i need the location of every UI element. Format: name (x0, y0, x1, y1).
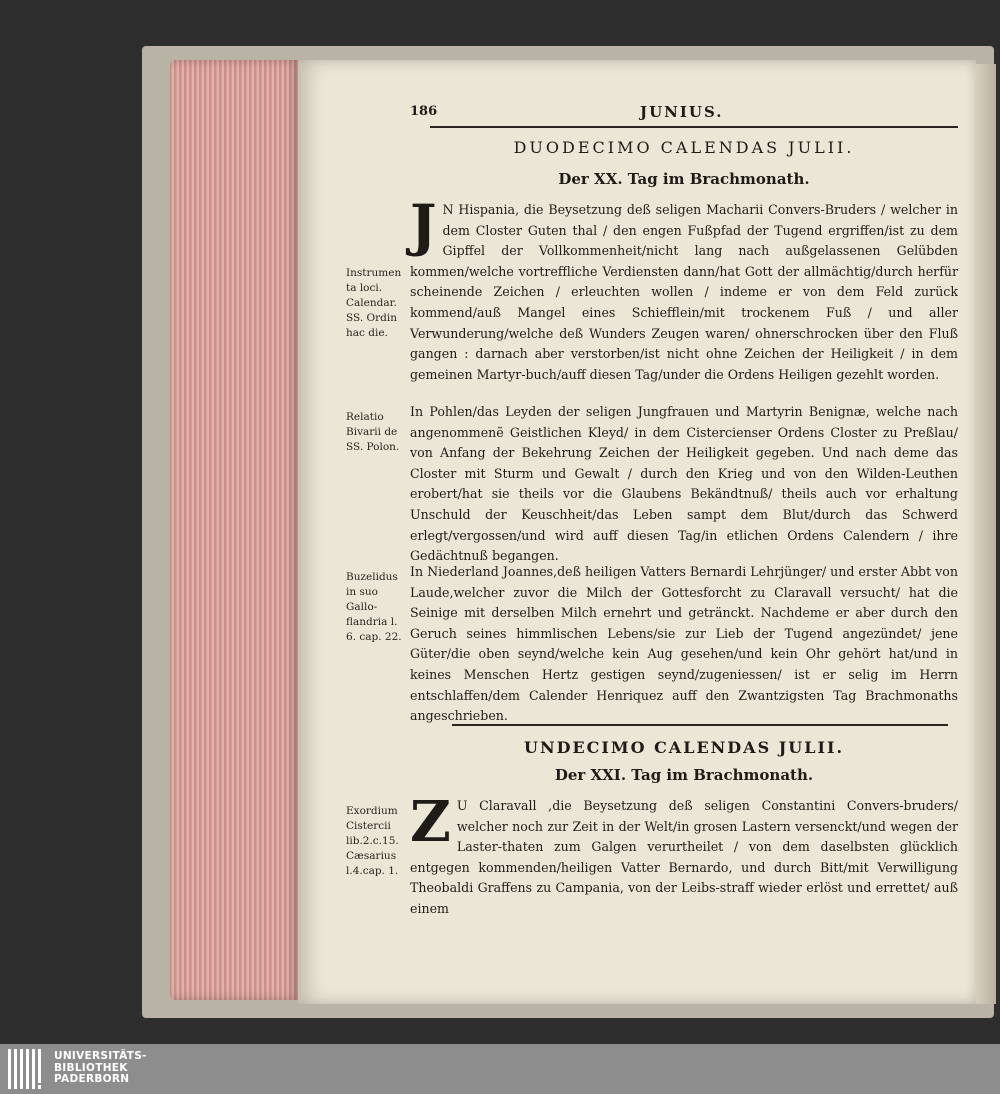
library-name-line: PADERBORN (54, 1073, 130, 1085)
paragraph (410, 402, 958, 567)
entry-heading: UNDECIMO CALENDAS JULII. (523, 738, 845, 757)
paragraph-text: N Hispania, die Beysetzung deß seligen Macharii Convers-Bruders / welcher in dem Closter Guten thal / den engen Fußpfad der Tugend ergriffen/ist zu dem Gipffel der Vollkommenheit/nicht lang nach außgelassenen Gelübden kommen/welche vortreffliche Verdiensten dann/hat Gott der allmächtig/durch herfür scheinende Zeichen / erleuchten wollen / indeme er von dem Feld zurück kommend/auß Mangel eines Schiefflein/mit trockenem Fuß / und aller Verwunderung/welche deß Wunders Zeugen waren/ ohnerschrocken über den Fluß gangen : darnach aber verstorben/ist nicht ohne Zeichen der Heiligkeit / in dem gemeinen Martyr-buch/auff diesen Tag/under die Ordens Heiligen gezehlt worden. (410, 202, 958, 382)
right-page-edge (976, 64, 996, 1004)
margin-note: Instrumen ta loci. Calendar. SS. Ordin hac die. (346, 267, 402, 339)
header-rule (430, 126, 958, 128)
paragraph-text: In Pohlen/das Leyden der seligen Jungfrauen und Martyrin Benignæ, welche nach angenommenẽ Geistlichen Kleyd/ in dem Cistercienser Ordens Closter zu Preßlau/ von Anfang der Bekehrung Zeichen der Heiligkeit gegeben. Und nach deme das Closter mit Sturm und Gewalt / durch den Krieg und von den Wilden-Leuthen erobert/hat sie theils vor die Glaubens Bekändtnuß/ theils auch vor erhaltung Unschuld der Keuschheit/das Leben sampt dem Blut/durch das Schwerd erlegt/vergossen/und wird auff diesen Tag/in etlichen Ordens Calendern / ihre Gedächtnuß begangen. (410, 404, 958, 564)
paragraph (410, 562, 958, 727)
page-number: 186 (410, 104, 438, 119)
page-edges (170, 60, 300, 1000)
library-name-line: BIBLIOTHEK (54, 1061, 128, 1074)
margin-note: Buzelidus in suo Gallo-flandria l. 6. cap. 22. (346, 571, 402, 643)
library-name-line: UNIVERSITÄTS- (54, 1050, 147, 1062)
paragraph (410, 789, 958, 920)
paragraph-text: In Niederland Joannes,deß heiligen Vatters Bernardi Lehrjünger/ und erster Abbt von Laude,welcher zuvor die Milch der Gottesforcht zu Claravall versucht/ hat die Seinige mit derselben Milch ernehrt und getränckt. Nachdeme er aber durch den Geruch seines himmlischen Lebens/sie zur Lieb der Tugend angezündet/ jene Güter/die oben seynd/welche kein Aug gesehen/und kein Ohr gehört hat/und in keines Menschen Hertz gestigen seynd/zugeniessen/ ist er selig im Herrn entschlaffen/dem Calender Henriquez auff den Zwantzigsten Tag Brachmonaths angeschrieben. (410, 564, 958, 724)
entry-subheading: Der XXI. Tag im Brachmonath. (554, 766, 814, 784)
entry-heading: DUODECIMO CALENDAS JULII. (513, 138, 855, 157)
library-footer (0, 1044, 1000, 1094)
margin-note: Exordium Cistercii lib.2.c.15. Cæsarius l.4.cap. 1. (346, 805, 399, 877)
library-logo-icon (8, 1049, 48, 1089)
margin-note: Relatio Bivarii de SS. Polon. (346, 411, 400, 453)
drop-cap: J (410, 193, 437, 259)
library-name (54, 1051, 147, 1086)
section-rule (452, 724, 948, 726)
running-head: JUNIUS. (640, 103, 724, 121)
paragraph (410, 193, 958, 385)
entry-subheading: Der XX. Tag im Brachmonath. (558, 170, 810, 188)
paragraph-text: U Claravall ,die Beysetzung deß seligen Constantini Convers-bruders/ welcher noch zur Zeit in der Welt/in grosen Lastern versenckt/und wegen der Laster-thaten zum Galgen verurtheilet / von dem daselbsten glücklich entgegen kommenden/heiligen Vatter Bernardo, und durch Bitt/mit Verwilligung Theobaldi Graffens zu Campania, von der Leibs-straff wieder erlöst und errettet/ auß einem (410, 798, 958, 916)
drop-cap: Z (410, 789, 451, 855)
